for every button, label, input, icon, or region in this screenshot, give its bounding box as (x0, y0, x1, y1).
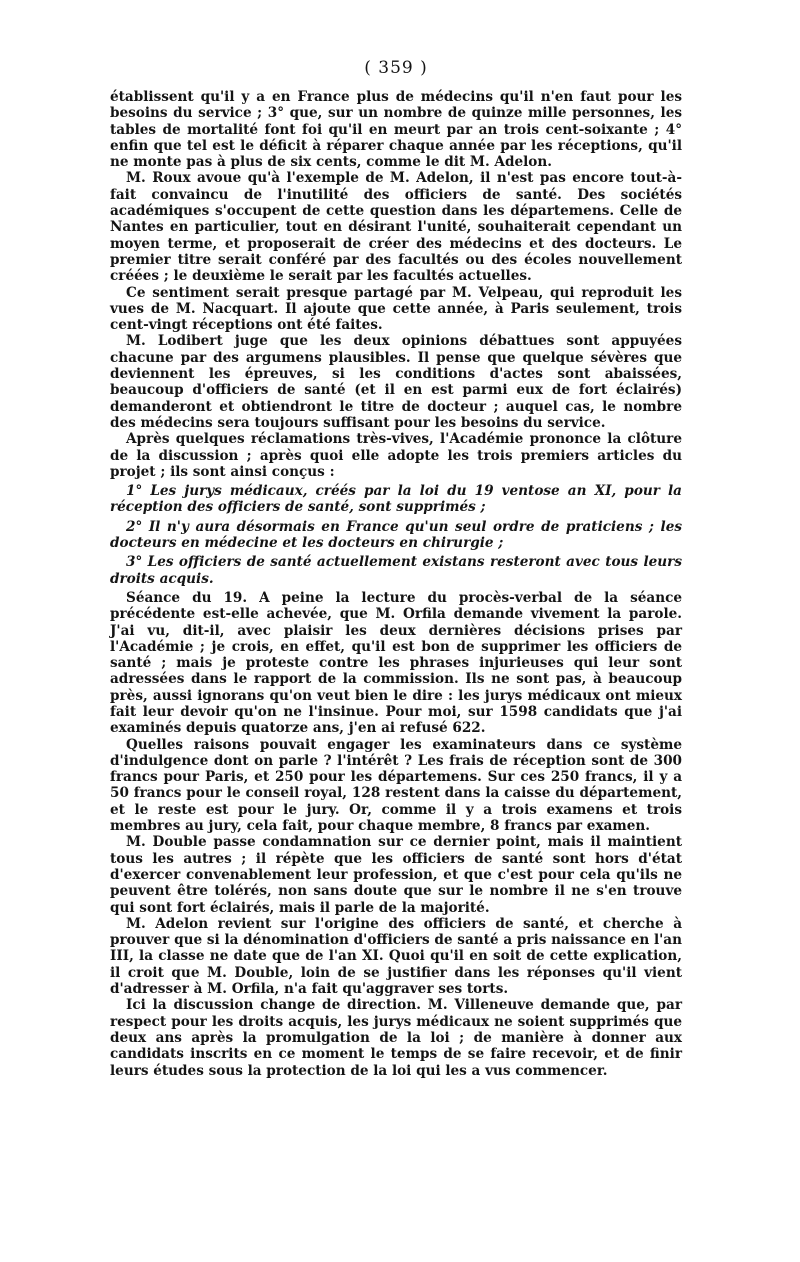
paragraph: M. Adelon revient sur l'origine des officiers de santé, et cherche à prouver que si la dénomination d'officiers de santé a pris naissance en l'an III, la classe ne date que de l'an XI. Quoi qu'il en soit de cette explication, il croit que M. Double, loin de se justifier dans les réponses qu'il vient d'adresser à M. Orfila, n'a fait qu'aggraver ses torts. (110, 915, 682, 998)
paragraph: Ici la discussion change de direction. M. Villeneuve demande que, par respect pour les droits acquis, les jurys médicaux ne soient supprimés que deux ans après la promulgation de la loi ; de manière à donner aux candidats inscrits en ce moment le temps de se faire recevoir, et de finir leurs études sous la protection de la loi qui les a vus commencer. (110, 997, 682, 1079)
article-3: 3° Les officiers de santé actuellement existans resteront avec tous leurs droits acquis. (110, 554, 682, 587)
paragraph: établissent qu'il y a en France plus de médecins qu'il n'en faut pour les besoins du service ; 3° que, sur un nombre de quinze mille personnes, les tables de mortalité font foi qu'il en meurt par an trois cent-soixante ; 4° enfin que tel est le déficit à réparer chaque année par les réceptions, qu'il ne monte pas à plus de six cents, comme le dit M. Adelon. (110, 89, 682, 171)
article-1: 1° Les jurys médicaux, créés par la loi du 19 ventose an XI, pour la réception des officiers de santé, sont supprimés ; (110, 483, 682, 516)
paragraph: M. Roux avoue qu'à l'exemple de M. Adelon, il n'est pas encore tout-à-fait convaincu de l'inutilité des officiers de santé. Des sociétés académiques s'occupent de cette question dans les départemens. Celle de Nantes en particulier, tout en désirant l'unité, souhaiterait cependant un moyen terme, et proposerait de créer des médecins et des docteurs. Le premier titre serait conféré par des facultés ou des écoles nouvellement créées ; le deuxième le serait par les facultés actuelles. (110, 170, 682, 285)
document-page (110, 58, 682, 1079)
article-2: 2° Il n'y aura désormais en France qu'un seul ordre de praticiens ; les docteurs en médecine et les docteurs en chirurgie ; (110, 518, 682, 552)
paragraph: Quelles raisons pouvait engager les examinateurs dans ce système d'indulgence dont on parle ? l'intérêt ? Les frais de réception sont de 300 francs pour Paris, et 250 pour les départemens. Sur ces 250 francs, il y a 50 francs pour le conseil royal, 128 restent dans la caisse du département, et le reste est pour le jury. Or, comme il y a trois examens et trois membres au jury, cela fait, pour chaque membre, 8 francs par examen. (110, 736, 682, 835)
paragraph-seance: Séance du 19. A peine la lecture du procès-verbal de la séance précédente est-elle achevée, que M. Orfila demande vivement la parole. J'ai vu, dit-il, avec plaisir les deux dernières décisions prises par l'Académie ; je crois, en effet, qu'il est bon de supprimer les officiers de santé ; mais je proteste contre les phrases injurieuses qui leur sont adressées dans le rapport de la commission. Ils ne sont pas, à beaucoup près, aussi ignorans qu'on veut bien le dire : les jurys médicaux ont mieux fait leur devoir qu'on ne l'insinue. Pour moi, sur 1598 candidats que j'ai examinés depuis quatorze ans, j'en ai refusé 622. (110, 589, 682, 737)
paragraph: Après quelques réclamations très-vives, l'Académie prononce la clôture de la discussion ; après quoi elle adopte les trois premiers articles du projet ; ils sont ainsi conçus : (110, 431, 682, 480)
paragraph: M. Lodibert juge que les deux opinions débattues sont appuyées chacune par des argumens plausibles. Il pense que quelque sévères que deviennent les épreuves, si les conditions d'actes sont abaissées, beaucoup d'officiers de santé (et il en est parmi eux de fort éclairés) demanderont et obtiendront le titre de docteur ; auquel cas, le nombre des médecins sera toujours suffisant pour les besoins du service. (110, 333, 682, 431)
paragraph: Ce sentiment serait presque partagé par M. Velpeau, qui reproduit les vues de M. Nacquart. Il ajoute que cette année, à Paris seulement, trois cent-vingt réceptions ont été faites. (110, 284, 682, 334)
page-number: ( 359 ) (364, 58, 428, 78)
paragraph: M. Double passe condamnation sur ce dernier point, mais il maintient tous les autres ; il répète que les officiers de santé sont hors d'état d'exercer convenablement leur profession, et que c'est pour cela qu'ils ne peuvent être tolérés, non sans doute que sur le nombre il ne s'en trouve qui sont fort éclairés, mais il parle de la majorité. (110, 834, 682, 916)
